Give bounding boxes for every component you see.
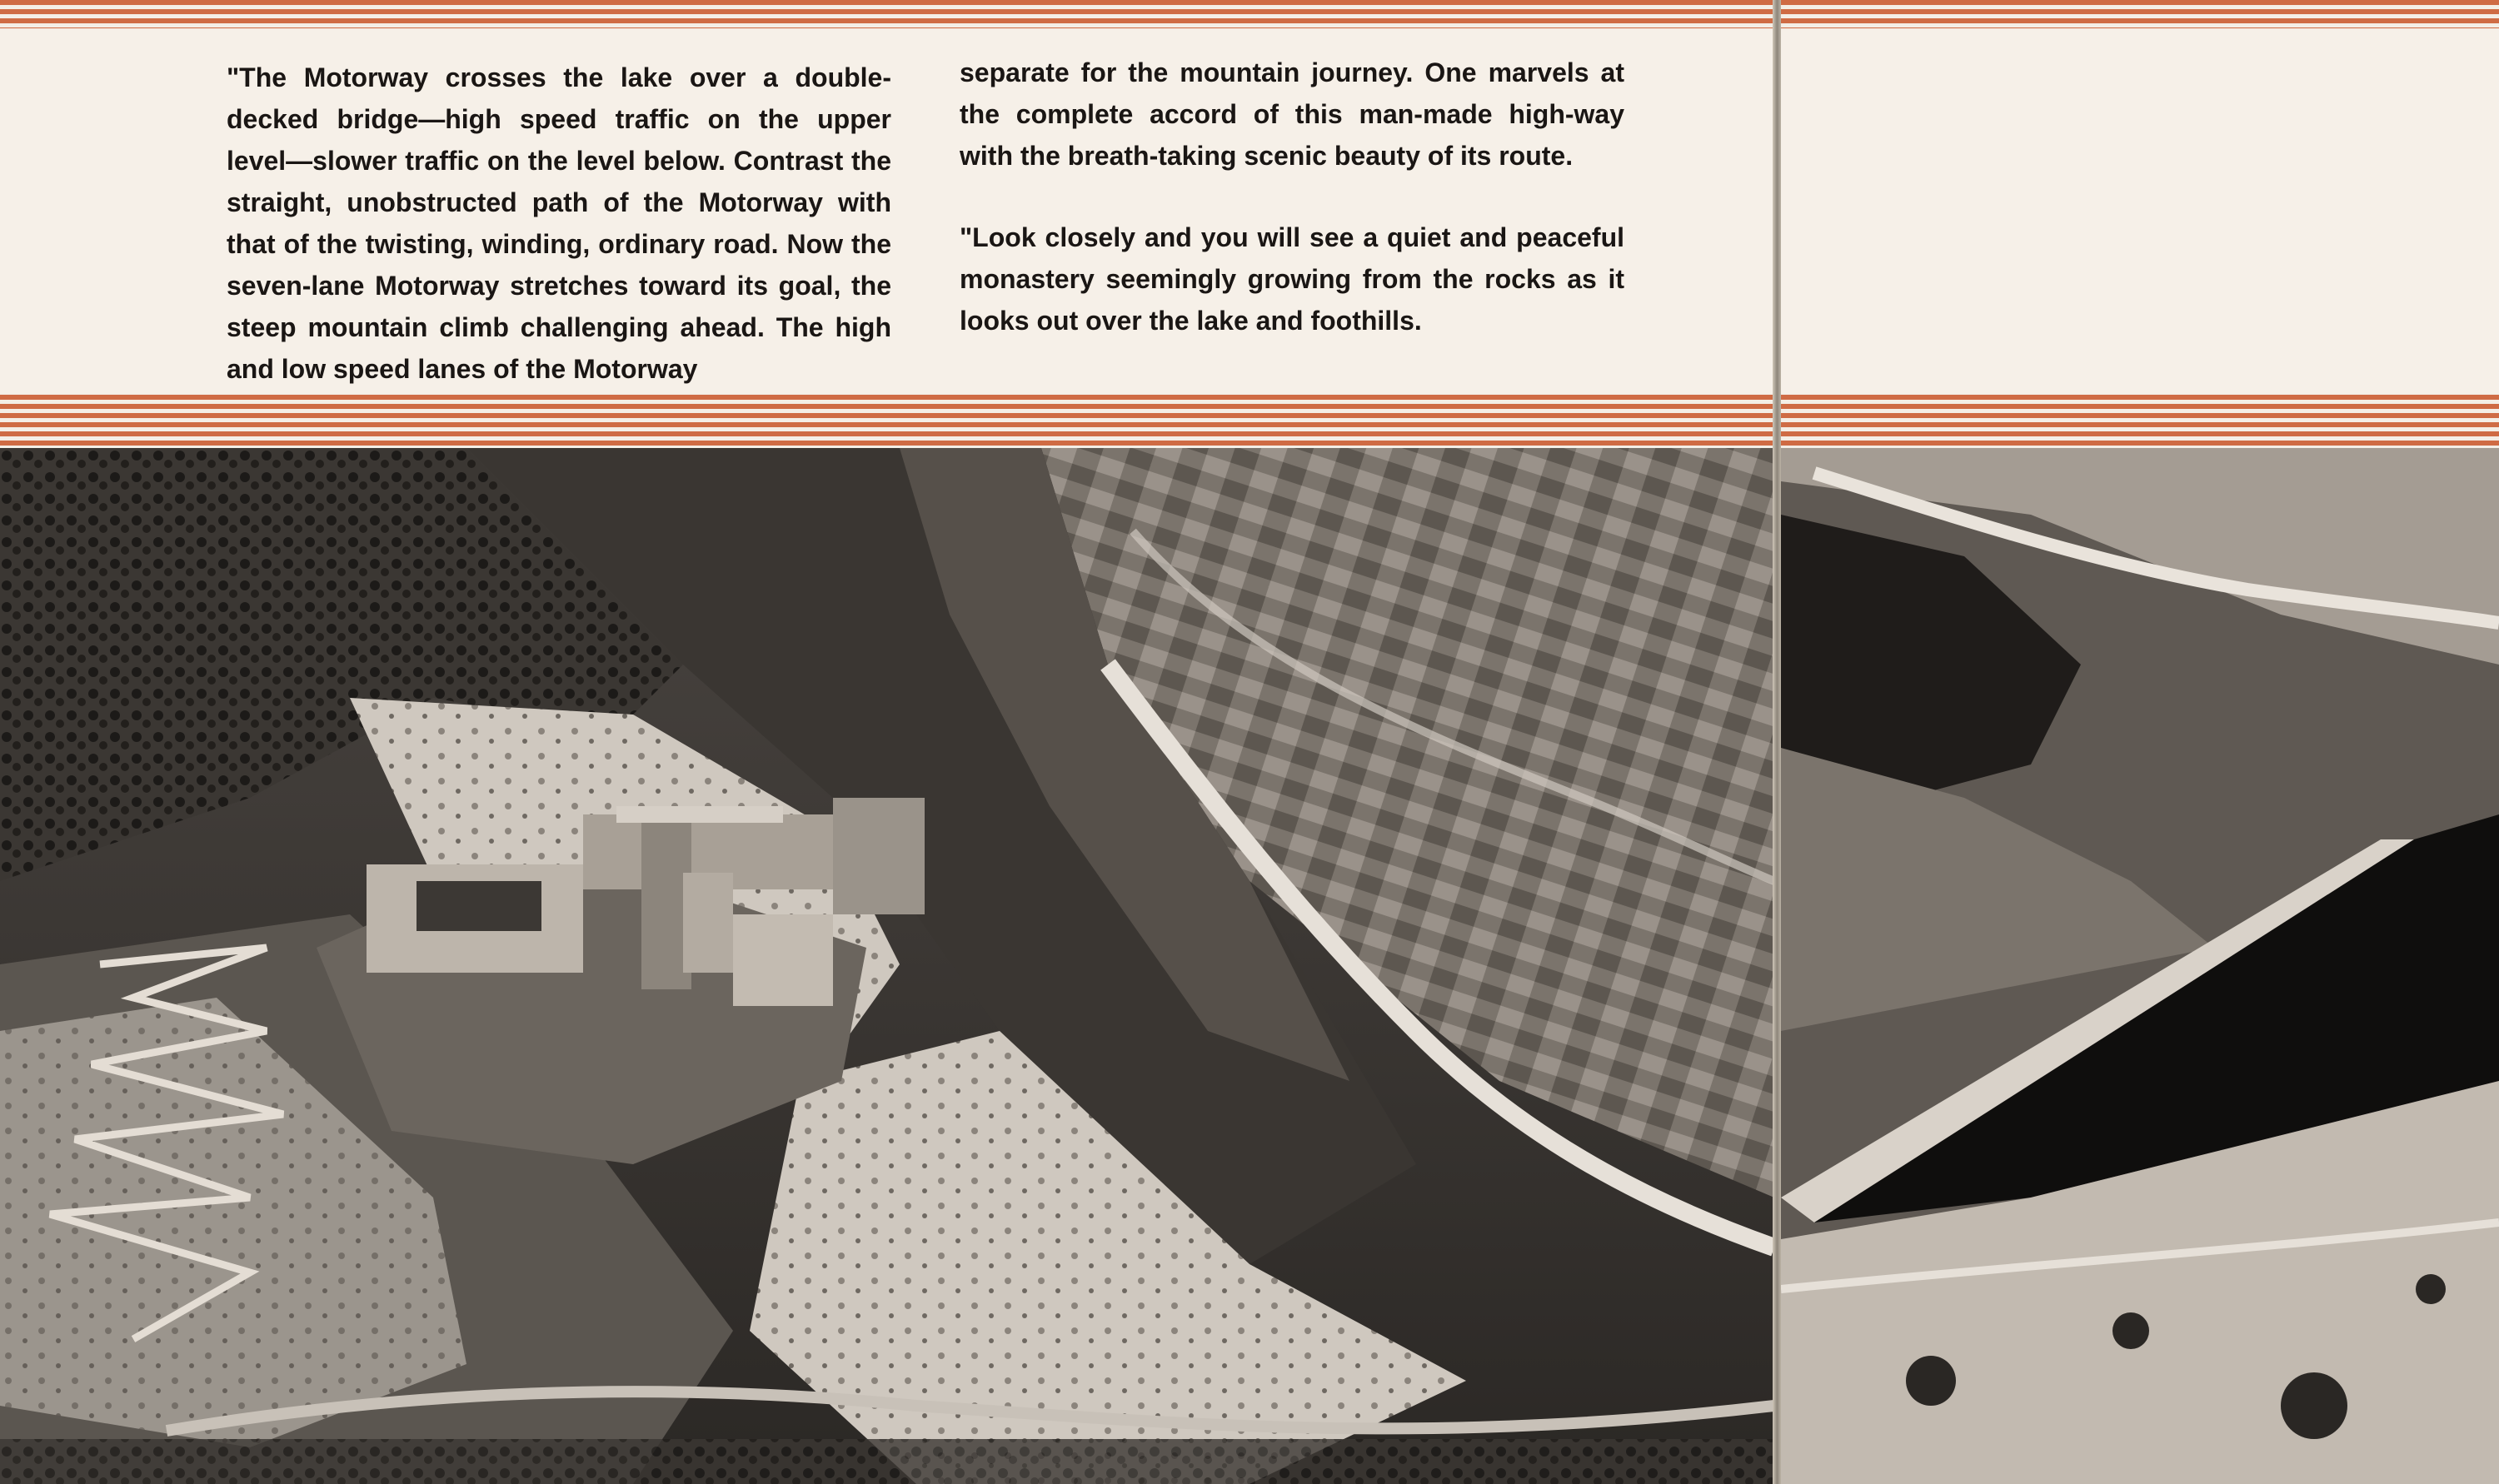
right-page [1781,0,2499,1484]
middle-stripe-border-right [1781,395,2499,446]
middle-stripe-border [0,395,1774,446]
monastery-photo [0,448,1774,1484]
dam-landscape-image [1781,448,2499,1484]
dam-photo [1781,448,2499,1484]
top-stripe-border [0,0,1774,28]
monastery-landscape-image [0,448,1774,1484]
mountain-journey-paragraph: separate for the mountain journey. One marvels at the complete accord of this man-made high-way with the breath-taking scenic beauty of its route. [960,57,1624,171]
text-band-right [1781,30,2499,393]
text-column-2 [960,52,1624,341]
motorway-paragraph: "The Motorway crosses the lake over a double-decked bridge—high speed traffic on the upper level—slower traffic on the level below. Contrast the straight, unobstructed path of the Motorway with that of the twisting, winding, ordinary road. Now the seven-lane Motorway stretches toward its goal, the steep mountain climb challenging ahead. The high and low speed lanes of the Motorway [227,62,891,384]
text-column-1 [227,57,891,390]
top-stripe-border-right [1781,0,2499,28]
monastery-paragraph: "Look closely and you will see a quiet and peaceful monastery seemingly growing from the rocks as it looks out over the lake and foothills. [960,222,1624,336]
